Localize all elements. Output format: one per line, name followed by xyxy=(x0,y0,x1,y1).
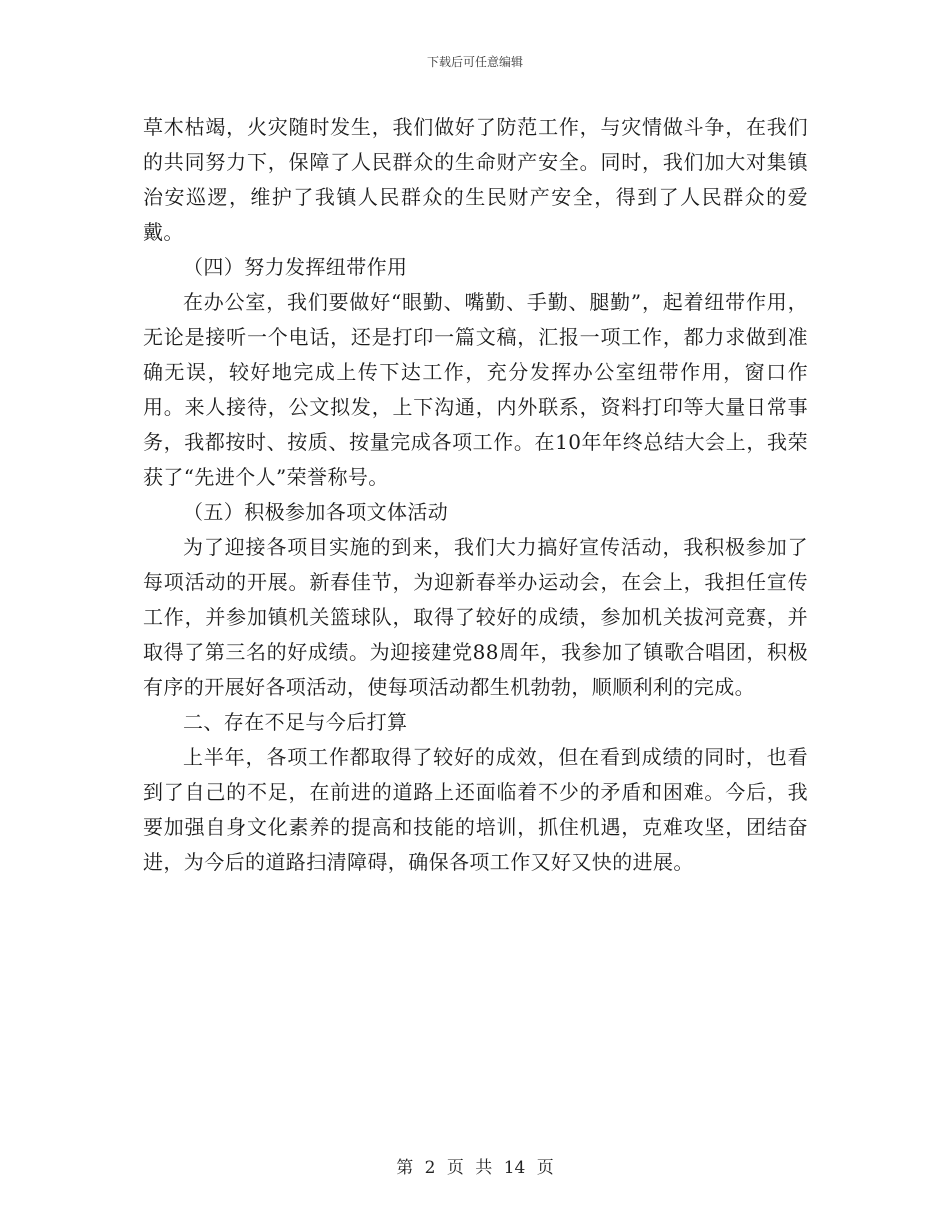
paragraph-1: 草木枯竭，火灾随时发生，我们做好了防范工作，与灾情做斗争，在我们的共同努力下，保障了人民群众的生命财产安全。同时，我们加大对集镇治安巡逻，维护了我镇人民群众的生民财产安全，得到了人民群众的爱戴。 xyxy=(143,115,808,244)
section-heading-2: 二、存在不足与今后打算 xyxy=(183,710,408,734)
document-body xyxy=(143,110,808,880)
section-heading-4: （四）努力发挥纽带作用 xyxy=(183,255,408,279)
paragraph-2: 在办公室，我们要做好“眼勤、嘴勤、手勤、腿勤”，起着纽带作用，无论是接听一个电话，还是打印一篇文稿，汇报一项工作，都力求做到准确无误，较好地完成上传下达工作，充分发挥办公室纽带作用，窗口作用。来人接待，公文拟发，上下沟通，内外联系，资料打印等大量日常事务，我都按时、按质、按量完成各项工作。在10年年终总结大会上，我荣获了“先进个人”荣誉称号。 xyxy=(143,290,808,489)
page-header: 下载后可任意编辑 xyxy=(426,55,523,69)
page-number: 第 2 页 共 14 页 xyxy=(396,1158,554,1178)
section-heading-5: （五）积极参加各项文体活动 xyxy=(183,500,449,524)
paragraph-3: 为了迎接各项目实施的到来，我们大力搞好宣传活动，我积极参加了每项活动的开展。新春佳节，为迎新春举办运动会，在会上，我担任宣传工作，并参加镇机关篮球队，取得了较好的成绩，参加机关拔河竞赛，并取得了第三名的好成绩。为迎接建党88周年，我参加了镇歌合唱团，积极有序的开展好各项活动，使每项活动都生机勃勃，顺顺利利的完成。 xyxy=(143,535,808,699)
paragraph-4: 上半年，各项工作都取得了较好的成效，但在看到成绩的同时，也看到了自己的不足，在前进的道路上还面临着不少的矛盾和困难。今后，我要加强自身文化素养的提高和技能的培训，抓住机遇，克难攻坚，团结奋进，为今后的道路扫清障碍，确保各项工作又好又快的进展。 xyxy=(143,745,808,874)
